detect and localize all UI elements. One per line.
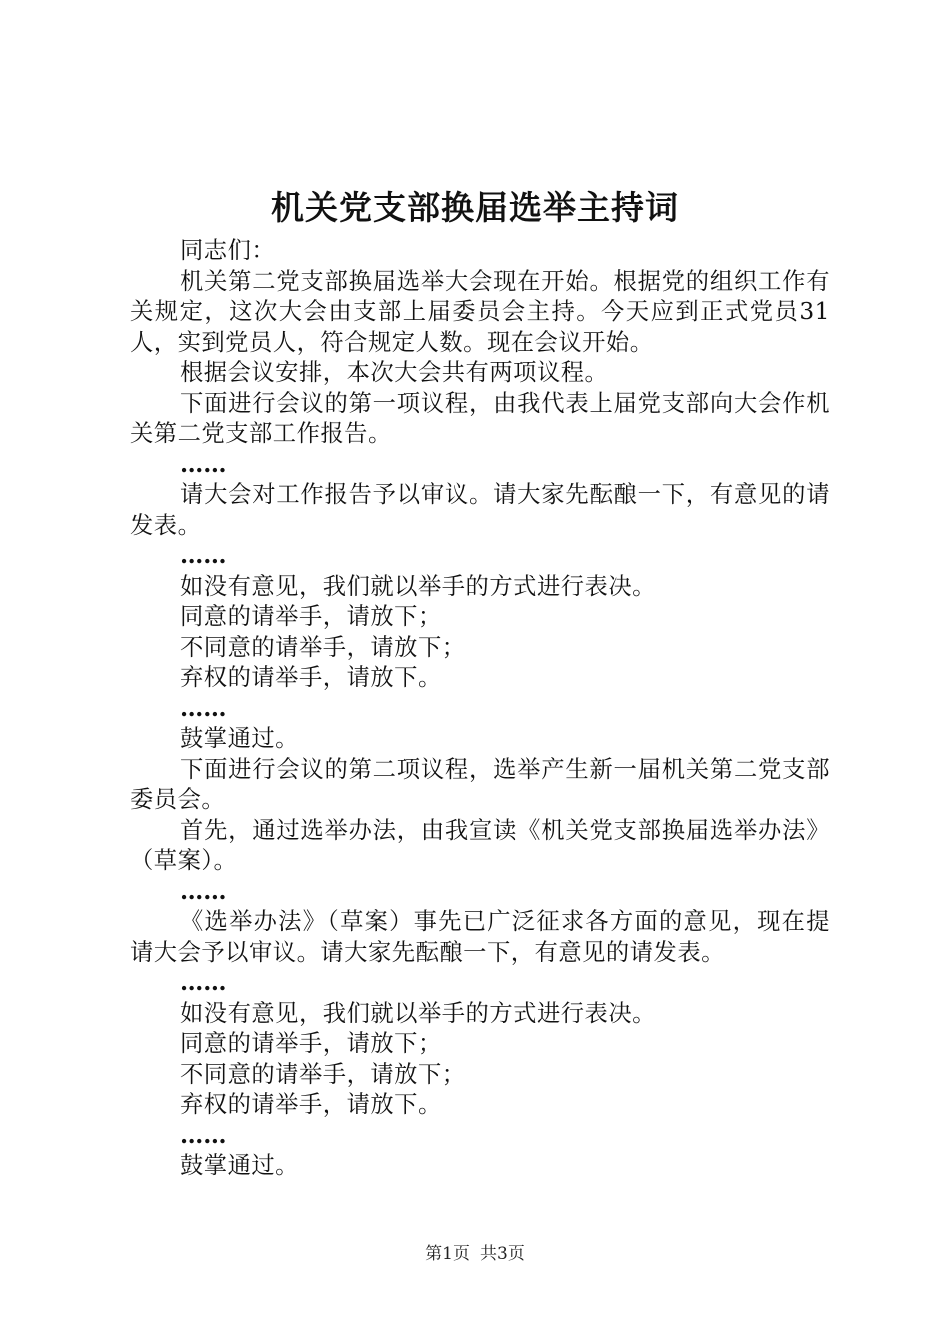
paragraph: 机关第二党支部换届选举大会现在开始。根据党的组织工作有关规定，这次大会由支部上届委员会主持。今天应到正式党员31人，实到党员人，符合规定人数。现在会议开始。: [130, 267, 830, 356]
paragraph: 下面进行会议的第一项议程，由我代表上届党支部向大会作机关第二党支部工作报告。: [130, 389, 830, 447]
paragraph: 根据会议安排，本次大会共有两项议程。: [180, 359, 609, 386]
paragraph: 《选举办法》（草案）事先已广泛征求各方面的意见，现在提请大会予以审议。请大家先酝酿一下，有意见的请发表。: [130, 908, 830, 966]
paragraph: 如没有意见，我们就以举手的方式进行表决。: [180, 572, 656, 600]
paragraph: 不同意的请举手，请放下；: [180, 1060, 466, 1088]
paragraph: 弃权的请举手，请放下。: [180, 1091, 442, 1118]
paragraph: 鼓掌通过。: [180, 1152, 299, 1179]
paragraph: 首先，通过选举办法，由我宣读《机关党支部换届选举办法》（草案）。: [130, 816, 830, 874]
paragraph: 下面进行会议的第二项议程，选举产生新一届机关第二党支部委员会。: [130, 755, 830, 813]
ellipsis-line: ……: [180, 1121, 227, 1149]
ellipsis-line: ……: [180, 450, 227, 478]
paragraph: 鼓掌通过。: [180, 725, 299, 752]
paragraph: 同意的请举手，请放下；: [180, 603, 442, 630]
document-body: [130, 236, 830, 1182]
ellipsis-line: ……: [180, 877, 227, 905]
ellipsis-line: ……: [180, 542, 227, 569]
document-title: 机关党支部换届选举主持词: [271, 188, 679, 227]
paragraph: 同意的请举手，请放下；: [180, 1030, 442, 1057]
page-number: 第1页: [425, 1244, 470, 1264]
paragraph: 弃权的请举手，请放下。: [180, 664, 442, 691]
paragraph: 同志们：: [180, 237, 276, 264]
paragraph: 不同意的请举手，请放下；: [180, 633, 466, 661]
paragraph: 请大会对工作报告予以审议。请大家先酝酿一下，有意见的请发表。: [130, 481, 830, 539]
page-total: 共3页: [480, 1244, 525, 1264]
page-footer: [0, 1242, 950, 1266]
paragraph: 如没有意见，我们就以举手的方式进行表决。: [180, 999, 656, 1027]
ellipsis-line: ……: [180, 694, 227, 722]
ellipsis-line: ……: [180, 969, 227, 996]
